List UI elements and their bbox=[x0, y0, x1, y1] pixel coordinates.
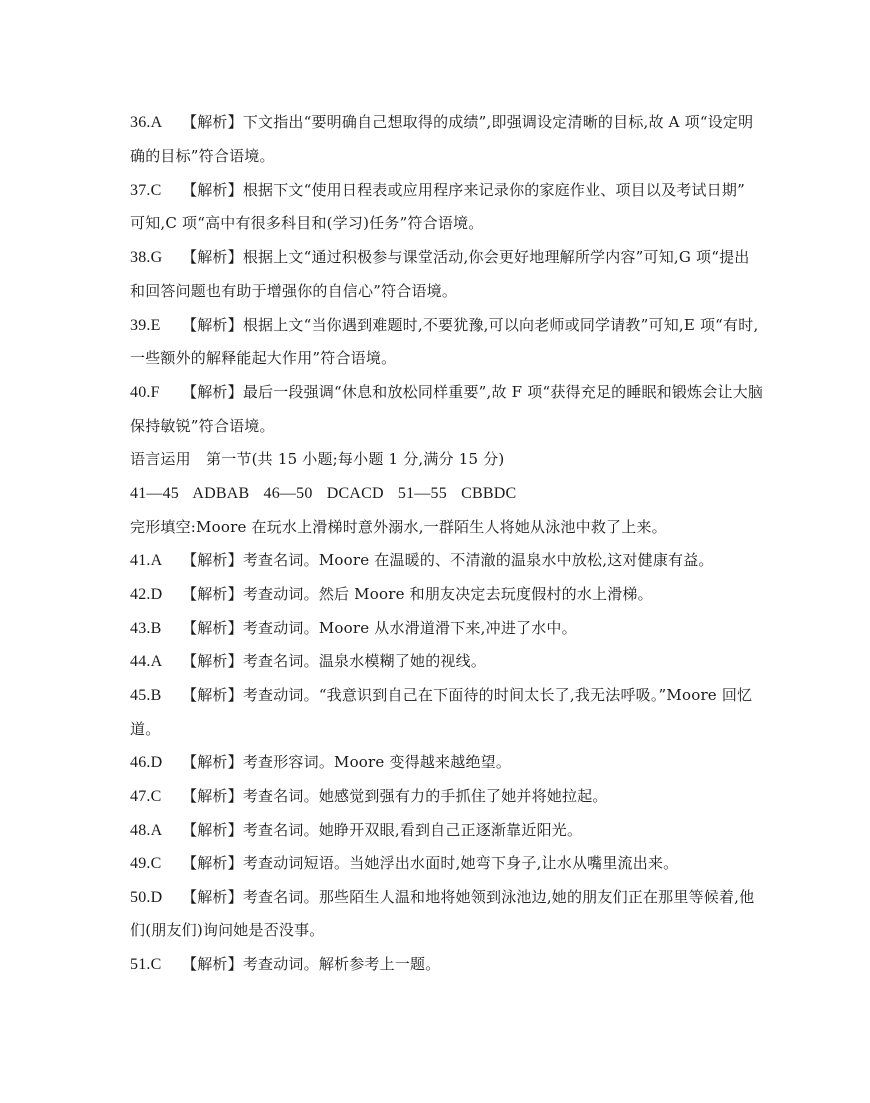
analysis-tag: 【解析】 bbox=[182, 619, 243, 637]
analysis-tag: 【解析】 bbox=[182, 686, 243, 704]
item-text: 考查形容词。Moore 变得越来越绝望。 bbox=[242, 753, 512, 771]
item-50-line-1 bbox=[130, 887, 755, 908]
analysis-tag: 【解析】 bbox=[182, 753, 243, 771]
item-46-line-1 bbox=[130, 752, 750, 773]
item-text: 考查名词。她睁开双眼,看到自己正逐渐靠近阳光。 bbox=[242, 821, 583, 839]
analysis-tag: 【解析】 bbox=[182, 888, 243, 906]
item-number: 45.B bbox=[130, 687, 162, 704]
item-40-line-2: 保持敏锐”符合语境。 bbox=[130, 417, 275, 435]
analysis-tag: 【解析】 bbox=[182, 585, 243, 603]
item-50-line-2: 们(朋友们)询问她是否没事。 bbox=[130, 921, 325, 939]
analysis-tag: 【解析】 bbox=[182, 821, 243, 839]
item-text: 考查动词短语。当她浮出水面时,她弯下身子,让水从嘴里流出来。 bbox=[242, 854, 679, 872]
item-49-line-1 bbox=[130, 853, 750, 874]
item-number: 38.G bbox=[130, 249, 163, 266]
item-38-line-2: 和回答问题也有助于增强你的自信心”符合语境。 bbox=[130, 282, 458, 300]
item-text: 最后一段强调“休息和放松同样重要”,故 F 项“获得充足的睡眠和锻炼会让大脑 bbox=[242, 383, 764, 401]
item-text: 根据下文“使用日程表或应用程序来记录你的家庭作业、项目以及考试日期” bbox=[242, 181, 745, 199]
item-number: 48.A bbox=[130, 822, 163, 839]
analysis-tag: 【解析】 bbox=[182, 955, 243, 973]
item-text: 考查动词。Moore 从水滑道滑下来,冲进了水中。 bbox=[242, 619, 577, 637]
item-text: 考查名词。Moore 在温暖的、不清澈的温泉水中放松,这对健康有益。 bbox=[242, 551, 714, 569]
item-text: 下文指出“要明确自己想取得的成绩”,即强调设定清晰的目标,故 A 项“设定明 bbox=[242, 113, 754, 131]
item-40-line-1 bbox=[130, 382, 764, 403]
item-text: 考查名词。温泉水模糊了她的视线。 bbox=[242, 652, 487, 670]
item-43-line-1 bbox=[130, 618, 750, 639]
item-51-line-1 bbox=[130, 954, 750, 975]
item-41-line-1 bbox=[130, 550, 750, 571]
answer-key-line bbox=[130, 483, 750, 504]
item-number: 42.D bbox=[130, 586, 163, 603]
item-number: 51.C bbox=[130, 956, 162, 973]
analysis-tag: 【解析】 bbox=[182, 551, 243, 569]
item-47-line-1 bbox=[130, 786, 750, 807]
answer-key: 41—45 ADBAB 46—50 DCACD 51—55 CBBDC bbox=[130, 485, 517, 502]
item-text: 根据上文“通过积极参与课堂活动,你会更好地理解所学内容”可知,G 项“提出 bbox=[242, 248, 750, 266]
item-48-line-1 bbox=[130, 820, 750, 841]
item-number: 37.C bbox=[130, 182, 162, 199]
passage-summary: 完形填空:Moore 在玩水上滑梯时意外溺水,一群陌生人将她从泳池中救了上来。 bbox=[130, 518, 667, 536]
item-text: 考查名词。她感觉到强有力的手抓住了她并将她拉起。 bbox=[242, 787, 608, 805]
analysis-tag: 【解析】 bbox=[182, 113, 243, 131]
item-number: 47.C bbox=[130, 788, 162, 805]
item-text: 考查名词。那些陌生人温和地将她领到泳池边,她的朋友们正在那里等候着,他 bbox=[242, 888, 755, 906]
item-text: 考查动词。“我意识到自己在下面待的时间太长了,我无法呼吸。”Moore 回忆 bbox=[242, 686, 753, 704]
item-39-line-2: 一些额外的解释能起大作用”符合语境。 bbox=[130, 349, 397, 367]
item-39-line-1 bbox=[130, 315, 759, 336]
analysis-tag: 【解析】 bbox=[182, 787, 243, 805]
item-44-line-1 bbox=[130, 651, 750, 672]
item-45-line-2: 道。 bbox=[130, 720, 161, 738]
item-text: 考查动词。然后 Moore 和朋友决定去玩度假村的水上滑梯。 bbox=[242, 585, 653, 603]
analysis-tag: 【解析】 bbox=[182, 316, 243, 334]
item-number: 43.B bbox=[130, 620, 162, 637]
analysis-tag: 【解析】 bbox=[182, 383, 243, 401]
item-number: 50.D bbox=[130, 889, 163, 906]
item-number: 44.A bbox=[130, 653, 163, 670]
item-37-line-1 bbox=[130, 180, 750, 201]
item-text: 根据上文“当你遇到难题时,不要犹豫,可以向老师或同学请教”可知,E 项“有时, bbox=[242, 316, 759, 334]
item-number: 39.E bbox=[130, 317, 161, 334]
item-number: 41.A bbox=[130, 552, 163, 569]
analysis-tag: 【解析】 bbox=[182, 181, 243, 199]
item-number: 36.A bbox=[130, 114, 163, 131]
item-36-line-2: 确的目标”符合语境。 bbox=[130, 147, 275, 165]
item-38-line-1 bbox=[130, 247, 750, 268]
item-36-line-1 bbox=[130, 112, 754, 133]
item-45-line-1 bbox=[130, 685, 753, 706]
analysis-tag: 【解析】 bbox=[182, 652, 243, 670]
item-number: 40.F bbox=[130, 384, 160, 401]
item-37-line-2: 可知,C 项“高中有很多科目和(学习)任务”符合语境。 bbox=[130, 214, 484, 232]
item-number: 46.D bbox=[130, 754, 163, 771]
item-text: 考查动词。解析参考上一题。 bbox=[242, 955, 441, 973]
analysis-tag: 【解析】 bbox=[182, 854, 243, 872]
item-number: 49.C bbox=[130, 855, 162, 872]
item-42-line-1 bbox=[130, 584, 750, 605]
section-heading: 语言运用 第一节(共 15 小题;每小题 1 分,满分 15 分) bbox=[130, 450, 505, 468]
analysis-tag: 【解析】 bbox=[182, 248, 243, 266]
